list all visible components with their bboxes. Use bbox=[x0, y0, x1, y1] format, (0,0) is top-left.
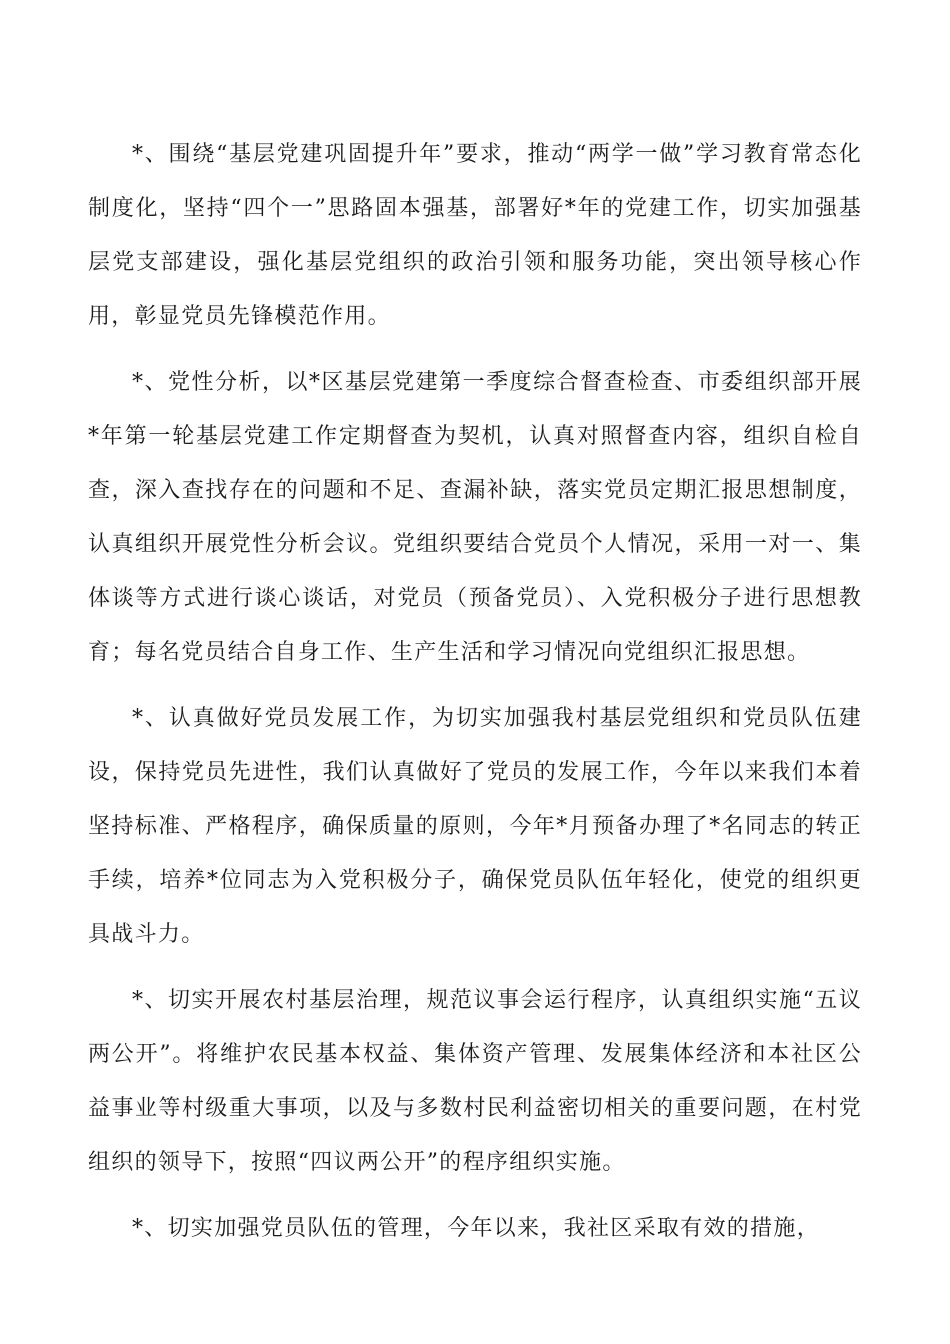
document-body bbox=[88, 128, 862, 1256]
paragraph-member-management: *、切实加强党员队伍的管理，今年以来，我社区采取有效的措施， bbox=[132, 1216, 821, 1241]
paragraph-member-development: *、认真做好党员发展工作，为切实加强我村基层党组织和党员队伍建设，保持党员先进性，我们认真做好了党员的发展工作，今年以来我们本着坚持标准、严格程序，确保质量的原则，今年*月预备办理了*名同志的转正手续，培养*位同志为入党积极分子，确保党员队伍年轻化，使党的组织更具战斗力。 bbox=[88, 706, 862, 947]
paragraph-party-building-consolidation: *、围绕“基层党建巩固提升年”要求，推动“两学一做”学习教育常态化制度化，坚持“四个一”思路固本强基，部署好*年的党建工作，切实加强基层党支部建设，强化基层党组织的政治引领和服务功能，突出领导核心作用，彰显党员先锋模范作用。 bbox=[88, 142, 862, 329]
paragraph-rural-governance: *、切实开展农村基层治理，规范议事会运行程序，认真组织实施“五议两公开”。将维护农民基本权益、集体资产管理、发展集体经济和本社区公益事业等村级重大事项，以及与多数村民利益密切相关的重要问题，在村党组织的领导下，按照“四议两公开”的程序组织实施。 bbox=[88, 988, 862, 1175]
paragraph-party-spirit-analysis: *、党性分析，以*区基层党建第一季度综合督查检查、市委组织部开展*年第一轮基层党建工作定期督查为契机，认真对照督查内容，组织自检自查，深入查找存在的问题和不足、查漏补缺，落实党员定期汇报思想制度，认真组织开展党性分析会议。党组织要结合党员个人情况，采用一对一、集体谈等方式进行谈心谈话，对党员（预备党员）、入党积极分子进行思想教育；每名党员结合自身工作、生产生活和学习情况向党组织汇报思想。 bbox=[88, 370, 862, 665]
